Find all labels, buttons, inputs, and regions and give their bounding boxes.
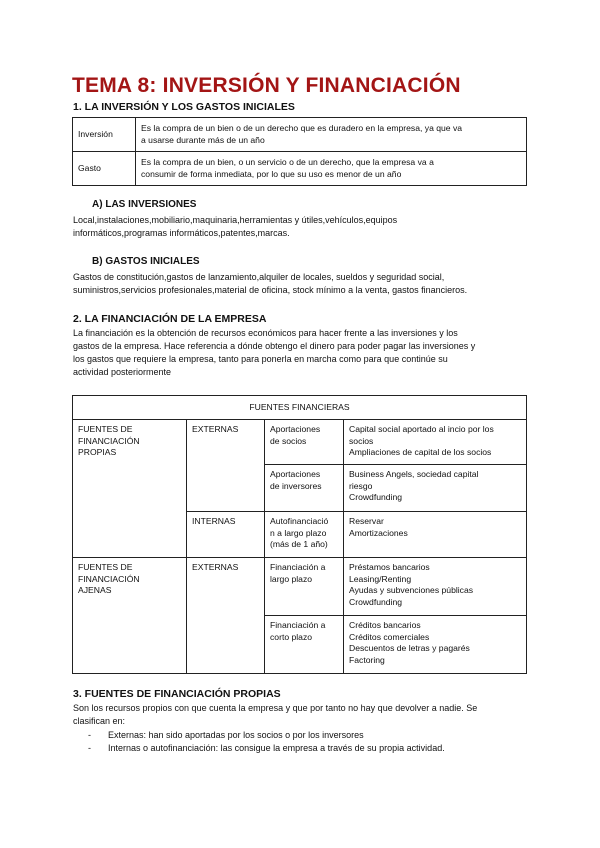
section1-heading: 1. LA INVERSIÓN Y LOS GASTOS INICIALES bbox=[73, 101, 295, 113]
type-line: corto plazo bbox=[270, 631, 313, 642]
item-line: socios bbox=[349, 435, 374, 446]
item-line: Capital social aportado al incio por los bbox=[349, 424, 494, 434]
type-line: Autofinanciació bbox=[270, 516, 329, 526]
item-line: Créditos comerciales bbox=[349, 631, 430, 642]
table-row bbox=[73, 420, 527, 465]
text-line: informáticos,programas informáticos,patentes,marcas. bbox=[73, 228, 290, 238]
type-line: n a largo plazo bbox=[270, 527, 327, 538]
label-line: FUENTES DE bbox=[78, 562, 133, 572]
type-line: de inversores bbox=[270, 480, 322, 491]
source-items bbox=[344, 420, 527, 465]
source-items bbox=[344, 512, 527, 558]
type-line: largo plazo bbox=[270, 573, 313, 584]
ajenas-externas: EXTERNAS bbox=[187, 558, 265, 674]
definition-row bbox=[73, 152, 527, 186]
item-line: Crowdfunding bbox=[349, 492, 403, 502]
definition-line: Es la compra de un bien, o un servicio o de un derecho, que la empresa va a bbox=[141, 157, 434, 167]
text-line: actividad posteriormente bbox=[73, 367, 172, 377]
definition-line: consumir de forma inmediata, por lo que su uso es menor de un año bbox=[141, 168, 402, 179]
label-line: FINANCIACIÓN bbox=[78, 573, 140, 584]
item-line: Descuentos de letras y pagarés bbox=[349, 643, 470, 653]
definition-line: a usarse durante más de un año bbox=[141, 134, 265, 145]
text-line: suministros,servicios profesionales,material de oficina, stock mínimo a la venta, gastos financieros. bbox=[73, 285, 468, 295]
type-line: de socios bbox=[270, 435, 307, 446]
item-line: Amortizaciones bbox=[349, 527, 408, 538]
source-type bbox=[265, 465, 344, 512]
section2-text bbox=[73, 327, 475, 379]
section3-heading: 3. FUENTES DE FINANCIACIÓN PROPIAS bbox=[73, 688, 281, 700]
gastos-heading: B) GASTOS INICIALES bbox=[92, 256, 200, 267]
label-line: FUENTES DE bbox=[78, 424, 133, 434]
label-line: AJENAS bbox=[78, 585, 112, 595]
item-line: Créditos bancarios bbox=[349, 620, 421, 630]
definition-text bbox=[136, 118, 527, 152]
definition-row bbox=[73, 118, 527, 152]
item-line: Préstamos bancarios bbox=[349, 562, 430, 572]
type-line: (más de 1 año) bbox=[270, 539, 328, 549]
label-line: FINANCIACIÓN bbox=[78, 435, 140, 446]
text-line: Gastos de constitución,gastos de lanzamiento,alquiler de locales, sueldos y seguridad social, bbox=[73, 272, 445, 282]
item-line: Factoring bbox=[349, 654, 385, 665]
page-title: TEMA 8: INVERSIÓN Y FINANCIACIÓN bbox=[72, 74, 461, 97]
definition-term: Inversión bbox=[73, 118, 136, 152]
source-type bbox=[265, 420, 344, 465]
ajenas-label bbox=[73, 558, 187, 674]
text-line: gastos de la empresa. Hace referencia a dónde obtengo el dinero para poder pagar las inversiones y bbox=[73, 341, 476, 351]
item-line: Business Angels, sociedad capital bbox=[349, 469, 479, 479]
sources-header: FUENTES FINANCIERAS bbox=[73, 396, 527, 420]
section3-text bbox=[73, 702, 477, 728]
inversiones-heading: A) LAS INVERSIONES bbox=[92, 199, 197, 210]
source-type bbox=[265, 558, 344, 616]
list-item bbox=[88, 729, 445, 742]
definition-term: Gasto bbox=[73, 152, 136, 186]
propias-label bbox=[73, 420, 187, 558]
type-line: Aportaciones bbox=[270, 424, 321, 434]
type-line: Aportaciones bbox=[270, 469, 321, 479]
bullet-marker: - bbox=[88, 730, 91, 740]
bullet-text: Internas o autofinanciación: las consigue la empresa a través de su propia actividad. bbox=[108, 742, 445, 753]
text-line: clasifican en: bbox=[73, 716, 126, 726]
source-items bbox=[344, 558, 527, 616]
text-line: los gastos que requiere la empresa, tanto para ponerla en marcha como para que continúe su bbox=[73, 354, 448, 364]
table-row bbox=[73, 558, 527, 616]
definition-line: Es la compra de un bien o de un derecho que es duradero en la empresa, ya que va bbox=[141, 123, 463, 133]
item-line: riesgo bbox=[349, 480, 373, 491]
bullet-marker: - bbox=[88, 742, 91, 753]
sources-table bbox=[72, 395, 527, 674]
propias-externas: EXTERNAS bbox=[187, 420, 265, 512]
item-line: Leasing/Renting bbox=[349, 573, 412, 584]
sources-header-row bbox=[73, 396, 527, 420]
source-items bbox=[344, 465, 527, 512]
item-line: Crowdfunding bbox=[349, 596, 403, 607]
bullet-list bbox=[88, 729, 445, 754]
text-line: Local,instalaciones,mobiliario,maquinaria,herramientas y útiles,vehículos,equipos bbox=[73, 215, 398, 225]
item-line: Ayudas y subvenciones públicas bbox=[349, 585, 474, 595]
bullet-text: Externas: han sido aportadas por los socios o por los inversores bbox=[108, 730, 364, 740]
propias-internas: INTERNAS bbox=[187, 512, 265, 558]
text-line: La financiación es la obtención de recursos económicos para hacer frente a las inversiones y los bbox=[73, 328, 458, 338]
item-line: Reservar bbox=[349, 516, 384, 526]
inversiones-text bbox=[73, 214, 397, 240]
gastos-text bbox=[73, 271, 467, 297]
definition-text bbox=[136, 152, 527, 186]
text-line: Son los recursos propios con que cuenta la empresa y que por tanto no hay que devolver a nadie. Se bbox=[73, 703, 478, 713]
type-line: Financiación a bbox=[270, 620, 326, 630]
list-item bbox=[88, 742, 445, 755]
section2-heading: 2. LA FINANCIACIÓN DE LA EMPRESA bbox=[73, 313, 267, 325]
source-type bbox=[265, 512, 344, 558]
item-line: Ampliaciones de capital de los socios bbox=[349, 447, 492, 457]
type-line: Financiación a bbox=[270, 562, 326, 572]
source-type bbox=[265, 616, 344, 674]
source-items bbox=[344, 616, 527, 674]
label-line: PROPIAS bbox=[78, 447, 117, 457]
definitions-table bbox=[72, 117, 527, 186]
